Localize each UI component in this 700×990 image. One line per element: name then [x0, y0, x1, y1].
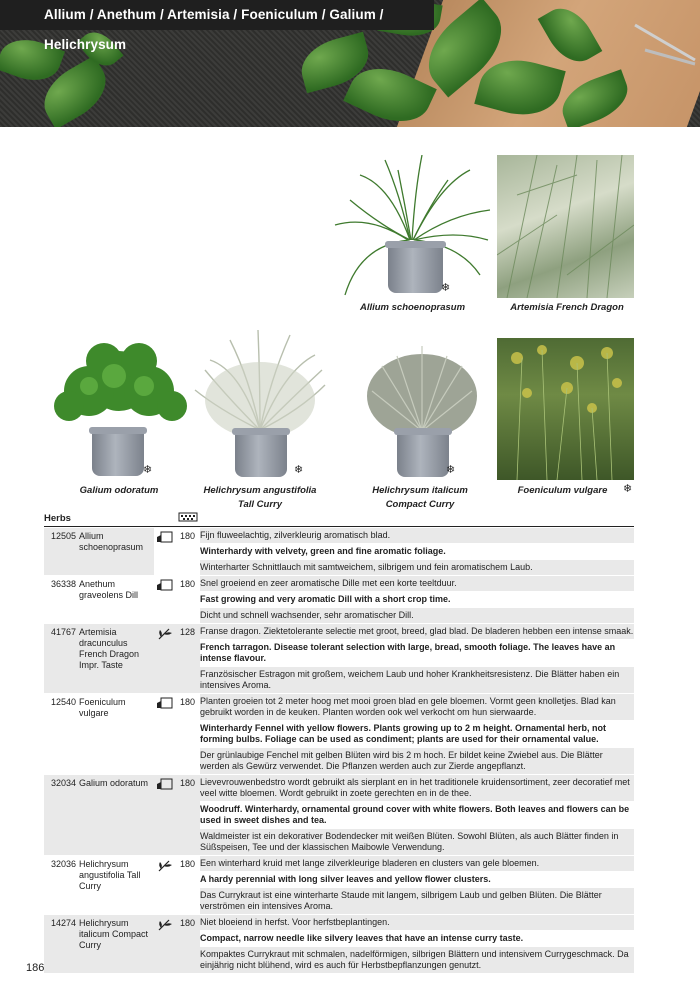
table-row: 36338 Anethum graveolens Dill 180 Snel groeiend en zeer aromatische Dille met een korte teeltduur. Fast growing and very aromatic Dill with a short crop time. Dicht und schnell wachsender, sehr aromatischer Dill. — [44, 575, 634, 623]
helichrysum-italicum-photo — [352, 336, 492, 482]
table-row: 32036 Helichrysum angustifolia Tall Curry 180 Een winterhard kruid met lange zilverkleurige bladeren en clusters van gele bloemen. A hardy perennial with long silver leaves and yellow flower clusters. Das Currykraut ist eine winterharte Staude mit langem, silbrigem Laub und gelben Blüten. Die Blätter verströmen ein intensives Aroma. — [44, 855, 634, 914]
herbs-table — [44, 528, 634, 973]
cutting-icon — [154, 624, 176, 693]
cutting-icon — [154, 856, 176, 914]
pot-icon — [154, 528, 176, 575]
foeniculum-photo — [497, 338, 634, 480]
snowflake-icon: ❄ — [441, 282, 451, 294]
snowflake-icon: ❄ — [294, 464, 304, 476]
table-row: 14274 Helichrysum italicum Compact Curry 180 Niet bloeiend in herfst. Voor herfstbeplantingen. Compact, narrow needle like silvery leaves that have an intense curry taste. Kompaktes Currykraut mit schmalen, nadelförmigen, silbrigen Blättern und intensivem Currygeschmack. Da einjährig nicht blühend, wird es auch für Herbstbepflanzungen genutzt. — [44, 914, 634, 973]
pot-icon — [154, 576, 176, 623]
snowflake-icon: ❄ — [143, 464, 153, 476]
table-header-rule — [44, 526, 634, 527]
caption-galium: Galium odoratum — [79, 485, 159, 496]
cutting-icon — [154, 915, 176, 973]
helichrysum-angustifolia-photo — [190, 330, 330, 482]
snowflake-icon: ❄ — [446, 464, 456, 476]
caption-helichrysum-angustifolia: Helichrysum angustifolia Tall Curry — [203, 485, 317, 510]
pot-icon — [154, 694, 176, 774]
table-row: 12540 Foeniculum vulgare 180 Planten groeien tot 2 meter hoog met mooi groen blad en gele bloemen. Vormt geen knolletjes. Blad kan gebruikt worden in de keuken. Planten worden ook wel verkocht om hun sierwaarde. Winterhardy Fennel with yellow flowers. Plants growing up to 2 m height. Ornamental herb, not forming bulbs. Foliage can be used as condiment; plants are used for their ornamental value. Der grünlaubige Fenchel mit gelben Blüten wird bis 2 m hoch. Er bildet keine Zwiebel aus. Die Blätter werden als Gewürz verwendet. Die Pflanzen werden auch zur Zierde angepflanzt. — [44, 693, 634, 774]
artemisia-photo — [497, 155, 634, 298]
table-row: 12505 Allium schoenoprasum 180 Fijn fluweelachtig, zilverkleurig aromatisch blad. Winterhardy with velvety, green and fine aromatic foliage. Winterharter Schnittlauch mit samtweichem, silbrigem und fein aromatischem Laub. — [44, 528, 634, 575]
table-row: 32034 Galium odoratum 180 Lievevrouwenbedstro wordt gebruikt als sierplant en in het traditionele kruidensortiment, zeer decoratief met veel witte bloemen. Wordt gebruikt in zoete gerechten en in de thee. Woodruff. Winterhardy, ornamental ground cover with white flowers. Both leaves and flowers can be used in sweet dishes and tea. Waldmeister ist ein dekorativer Bodendecker mit weißen Blüten. Sowohl Blüten, als auch Blätter finden in Süßspeisen, Tee und der klassischen Maibowle Verwendung. — [44, 774, 634, 855]
table-row: 41767 Artemisia dracunculus French Dragon Impr. Taste 128 Franse dragon. Ziektetolerante selectie met groot, breed, glad blad. De bladeren hebben een intense smaak. French tarragon. Disease tolerant selection with large, bread, smooth foliage. The leaves have an intense flavour. Französischer Estragon mit großem, weichem Laub und hoher Krankheitsresistenz. Die Blätter haben ein intensives Aroma. — [44, 623, 634, 693]
allium-photo — [330, 155, 493, 300]
pot-icon — [154, 775, 176, 855]
caption-helichrysum-italicum: Helichrysum italicum Compact Curry — [372, 485, 468, 510]
tray-icon — [178, 511, 198, 523]
snowflake-icon: ❄ — [623, 483, 633, 495]
galium-photo — [44, 336, 194, 481]
scissors-icon — [630, 20, 700, 70]
caption-artemisia: Artemisia French Dragon — [510, 302, 624, 313]
header-banner — [0, 0, 700, 127]
section-label-herbs: Herbs — [44, 513, 71, 524]
caption-foeniculum: Foeniculum vulgare — [517, 485, 608, 496]
caption-allium: Allium schoenoprasum — [359, 302, 466, 313]
page-title: Allium / Anethum / Artemisia / Foeniculum / Galium / Helichrysum — [0, 0, 434, 30]
page-number: 186 — [26, 962, 45, 974]
